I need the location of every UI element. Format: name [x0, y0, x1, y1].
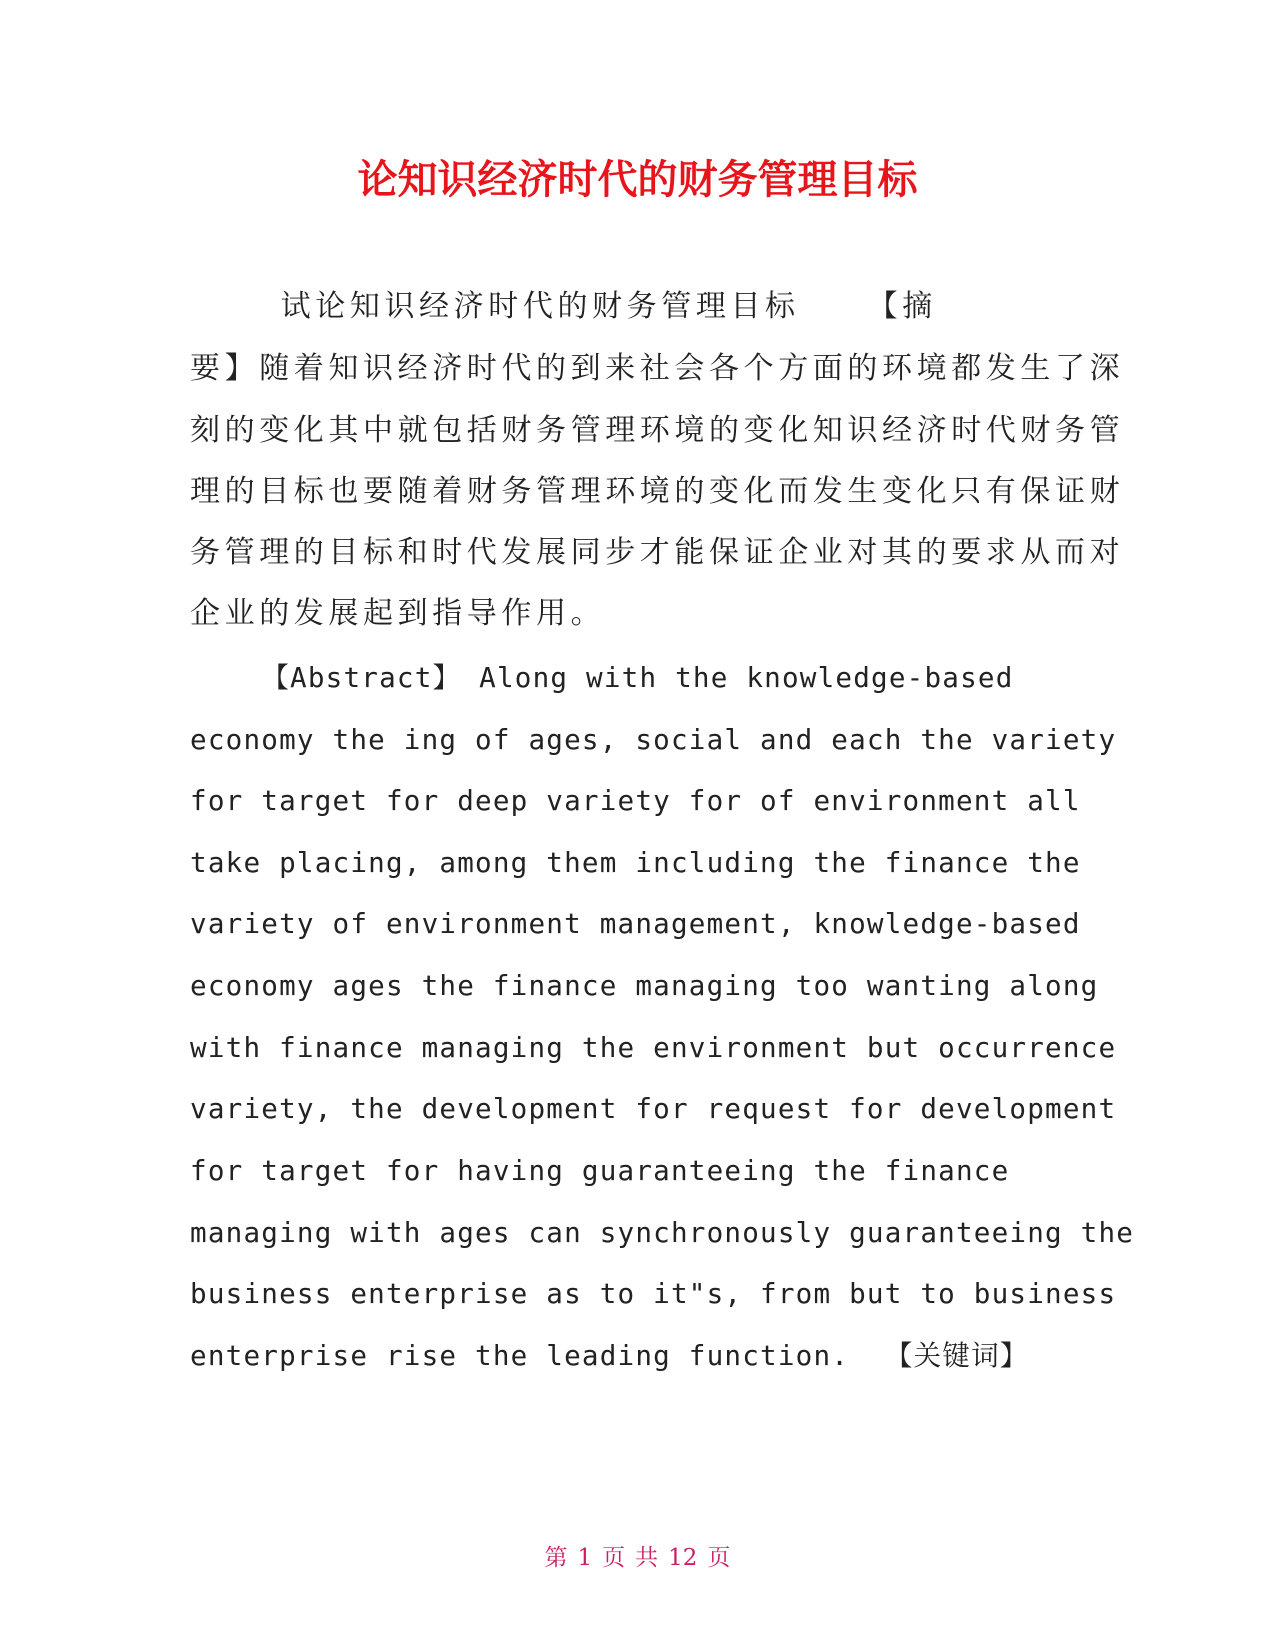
text-line: for target for deep variety for of environment all [190, 784, 1081, 817]
text-line: 务管理的目标和时代发展同步才能保证企业对其的要求从而对 [190, 535, 1125, 570]
text-line: variety, the development for request for development [190, 1092, 1117, 1125]
text-line: managing with ages can synchronously guaranteeing the [190, 1216, 1135, 1249]
text-line: business enterprise as to it"s, from but to business [190, 1277, 1117, 1310]
footer-word-unit: 页 [602, 1545, 626, 1571]
text-line: economy the ing of ages, social and each the variety [190, 723, 1117, 756]
text-line: 刻的变化其中就包括财务管理环境的变化知识经济时代财务管 [190, 413, 1125, 448]
text-line: 理的目标也要随着财务管理环境的变化而发生变化只有保证财 [190, 474, 1125, 509]
text-line: 【Abstract】 Along with the knowledge-based [190, 661, 1014, 694]
text-line: 要】随着知识经济时代的到来社会各个方面的环境都发生了深 [190, 351, 1125, 386]
page-footer [0, 1542, 1275, 1574]
text-line: 企业的发展起到指导作用。 [190, 596, 606, 631]
footer-word-unit-2: 页 [707, 1545, 731, 1571]
footer-total-pages: 12 [668, 1545, 698, 1571]
text-line: enterprise rise the leading function. 【关键词】 [190, 1339, 1029, 1372]
footer-word-page: 第 [544, 1545, 568, 1571]
text-line: economy ages the finance managing too wanting along [190, 969, 1099, 1002]
footer-current-page: 1 [577, 1545, 593, 1571]
text-line: with finance managing the environment but occurrence [190, 1031, 1117, 1064]
text-line: 试论知识经济时代的财务管理目标 【摘 [190, 289, 937, 324]
text-line: for target for having guaranteeing the finance [190, 1154, 1010, 1187]
text-line: variety of environment management, knowledge-based [190, 907, 1081, 940]
footer-word-total: 共 [635, 1545, 659, 1571]
page-title: 论知识经济时代的财务管理目标 [357, 157, 918, 203]
text-line: take placing, among them including the finance the [190, 846, 1081, 879]
